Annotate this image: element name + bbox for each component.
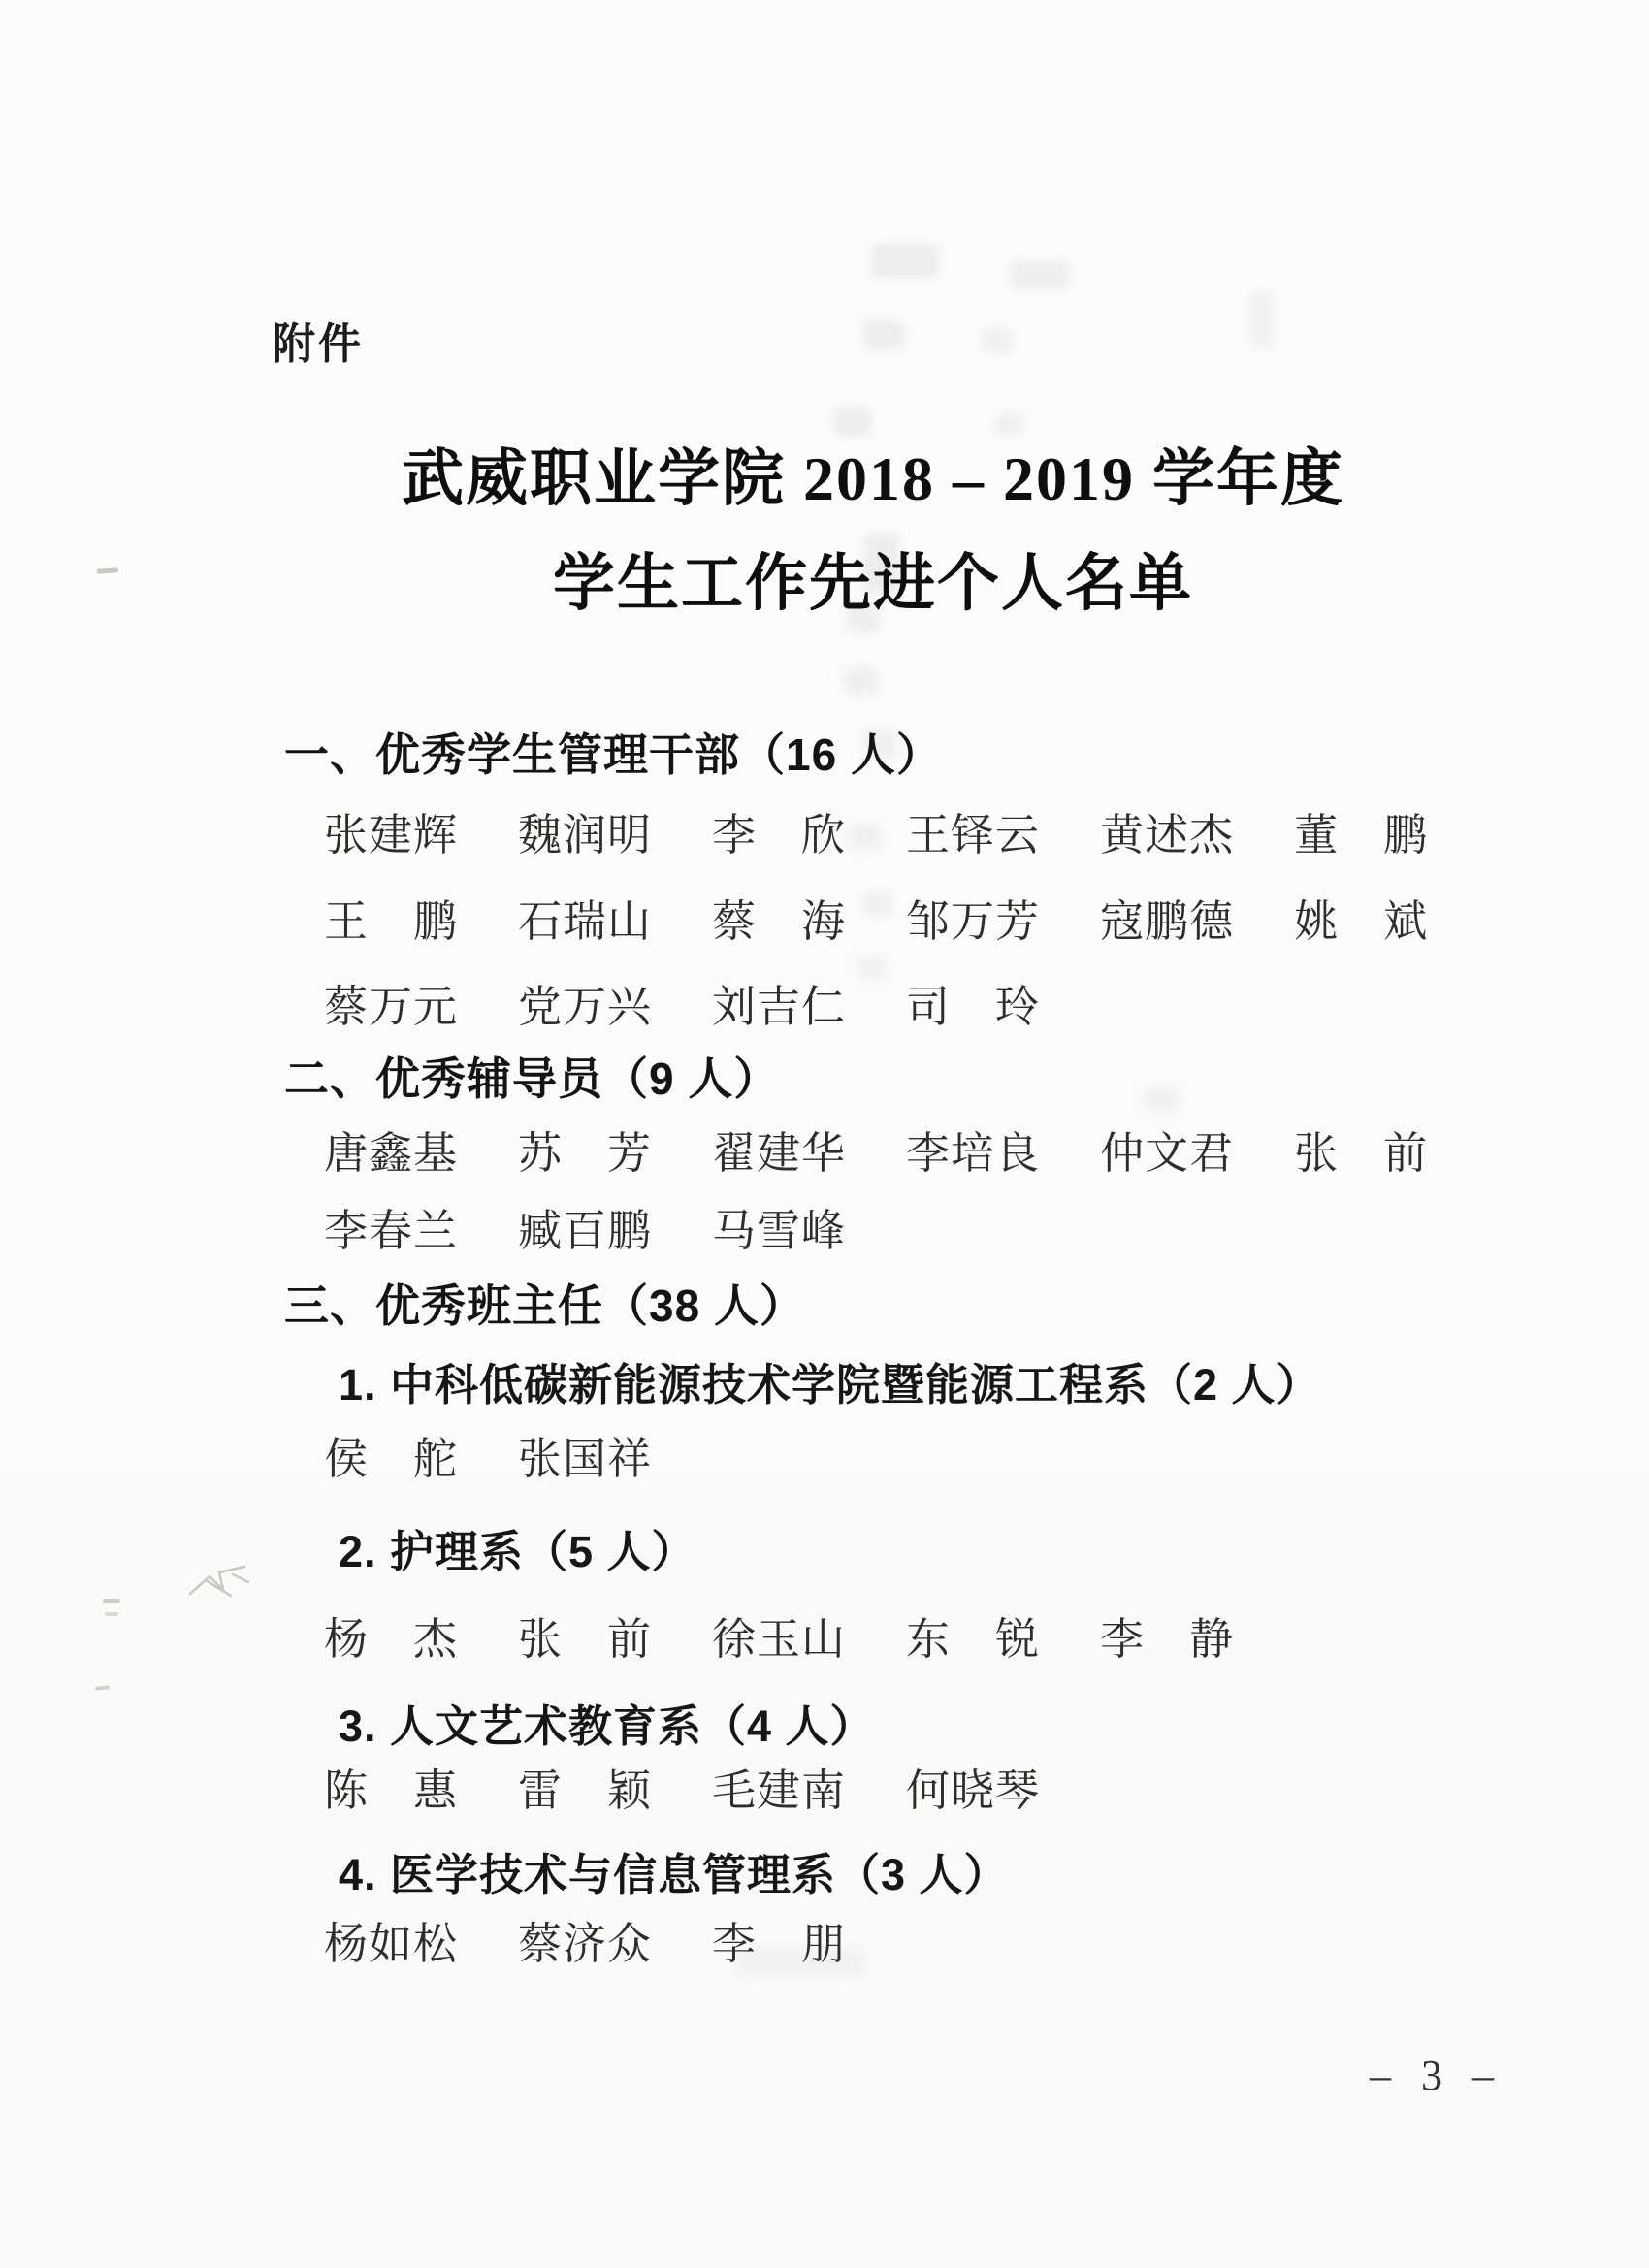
name-item: 邹万芳 (906, 897, 1041, 946)
attachment-label: 附件 (273, 320, 364, 368)
name-item: 何晓琴 (906, 1766, 1041, 1815)
name-item: 蔡 海 (712, 897, 847, 946)
name-item: 苏 芳 (518, 1129, 653, 1178)
name-item: 王 鹏 (324, 897, 459, 946)
bleed-through-artifact (863, 320, 904, 349)
name-row (324, 808, 1428, 862)
section-1-heading: 一、优秀学生管理干部（16 人） (284, 729, 942, 780)
name-item: 姚 斌 (1294, 897, 1429, 946)
name-item: 侯 舵 (324, 1435, 459, 1483)
name-item: 张国祥 (518, 1435, 653, 1483)
scan-artifact (105, 1612, 118, 1616)
name-item: 李培良 (906, 1129, 1041, 1178)
section-3-heading: 三、优秀班主任（38 人） (284, 1280, 805, 1331)
name-row (324, 1612, 1234, 1667)
name-item: 张建辉 (324, 811, 459, 859)
bleed-through-artifact (1011, 260, 1069, 289)
name-row (324, 1917, 846, 1971)
document-title-line2: 学生工作先进个人名单 (553, 549, 1193, 618)
name-item: 李 朋 (712, 1920, 847, 1968)
name-item: 蔡济众 (518, 1920, 653, 1968)
name-item: 董 鹏 (1294, 811, 1429, 859)
name-item: 张 前 (1294, 1129, 1429, 1178)
name-item: 李 欣 (712, 811, 847, 859)
name-row (324, 980, 1040, 1034)
bleed-through-artifact (1145, 1086, 1180, 1112)
name-item: 仲文君 (1100, 1129, 1235, 1178)
name-row (324, 1764, 1040, 1818)
subsection-3-heading: 3. 人文艺术教育系（4 人） (339, 1701, 875, 1751)
name-item: 杨 杰 (324, 1615, 459, 1664)
name-row (324, 1126, 1428, 1181)
name-item: 徐玉山 (712, 1615, 847, 1664)
name-item: 寇鹏德 (1100, 897, 1235, 946)
name-row (324, 1432, 652, 1486)
bleed-through-artifact (1249, 291, 1275, 347)
name-item: 唐鑫基 (324, 1129, 459, 1178)
name-item: 雷 颖 (518, 1766, 653, 1815)
name-item: 臧百鹏 (518, 1207, 653, 1255)
page-number: – 3 – (1370, 2052, 1494, 2099)
name-row (324, 1204, 846, 1258)
name-item: 蔡万元 (324, 983, 459, 1031)
subsection-2-heading: 2. 护理系（5 人） (339, 1527, 696, 1576)
name-item: 张 前 (518, 1615, 653, 1664)
name-item: 魏润明 (518, 811, 653, 859)
name-item: 司 玲 (906, 983, 1041, 1031)
bleed-through-artifact (871, 244, 939, 277)
scan-artifact (103, 1599, 120, 1603)
pencil-mark (184, 1557, 272, 1615)
name-item: 马雪峰 (712, 1207, 847, 1255)
bleed-through-artifact (844, 667, 877, 695)
document-title-line1: 武威职业学院 2018 – 2019 学年度 (402, 444, 1344, 513)
bleed-through-artifact (857, 956, 887, 980)
section-2-heading: 二、优秀辅导员（9 人） (284, 1053, 780, 1104)
name-item: 东 锐 (906, 1615, 1041, 1664)
scan-artifact (95, 1685, 110, 1691)
name-item: 黄述杰 (1100, 811, 1235, 859)
name-item: 翟建华 (712, 1129, 847, 1178)
name-item: 王铎云 (906, 811, 1041, 859)
name-item: 李 静 (1100, 1615, 1235, 1664)
bleed-through-artifact (982, 328, 1013, 353)
name-item: 杨如松 (324, 1920, 459, 1968)
name-item: 陈 惠 (324, 1766, 459, 1815)
name-item: 毛建南 (712, 1766, 847, 1815)
name-item: 党万兴 (518, 983, 653, 1031)
document-title (97, 427, 1649, 636)
name-item: 刘吉仁 (712, 983, 847, 1031)
name-item: 石瑞山 (518, 897, 653, 946)
subsection-1-heading: 1. 中科低碳新能源技术学院暨能源工程系（2 人） (339, 1360, 1321, 1409)
name-row (324, 894, 1428, 949)
subsection-4-heading: 4. 医学技术与信息管理系（3 人） (339, 1850, 1009, 1899)
name-item: 李春兰 (324, 1207, 459, 1255)
